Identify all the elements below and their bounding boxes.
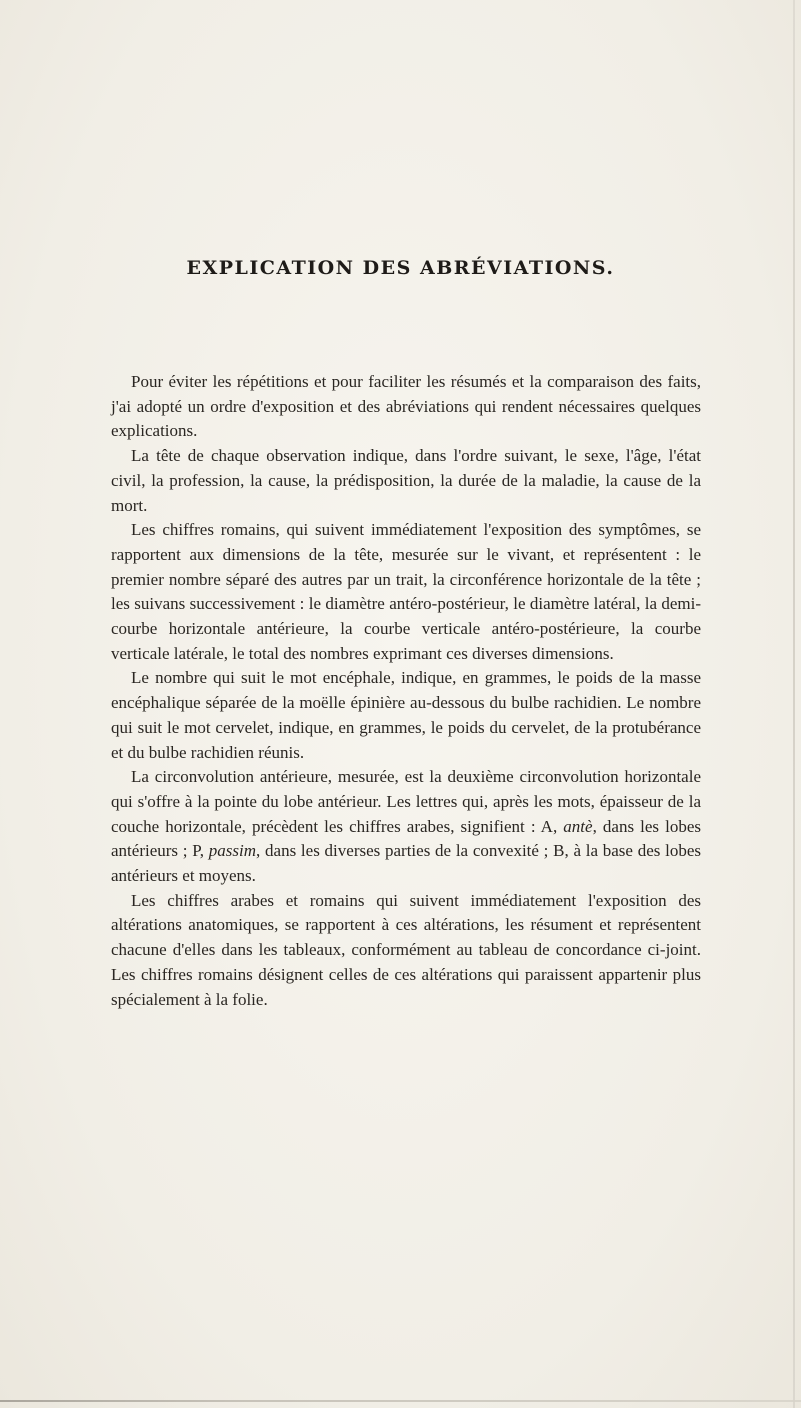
paragraph-circonvolution-part2: , dans les lobes antérieurs ; P,	[111, 816, 701, 861]
page-title: EXPLICATION DES ABRÉVIATIONS.	[186, 257, 615, 279]
page-edge-right	[793, 0, 795, 1408]
abbrev-ante: antè	[563, 816, 593, 836]
paragraph-roman-numerals: Les chiffres romains, qui suivent immédiatement l'exposition des symptômes, se rapportent aux dimensions de la tête, mesurée sur le vivant, et représentent : le premier nombre séparé des autres par un trait, la circonférence horizontale de la tête ; les suivans successivement : le diamètre antéro-postérieur, le diamètre latéral, la demi-courbe horizontale antérieure, la courbe verticale antéro-postérieure, la courbe verticale latérale, le total des nombres exprimant ces diverses dimensions.	[111, 520, 701, 663]
paragraph-intro: Pour éviter les répétitions et pour faciliter les résumés et la comparaison des faits, j'ai adopté un ordre d'exposition et des abréviations qui rendent nécessaires quelques explications.	[111, 372, 701, 441]
paragraph-circonvolution-part1: La circonvolution antérieure, mesurée, est la deuxième circonvolution horizontale qui s'offre à la pointe du lobe antérieur. Les lettres qui, après les mots, épaisseur de la couche horizontale, précèdent les chiffres arabes, signifient : A,	[111, 767, 701, 836]
abbrev-passim: passim	[208, 841, 257, 861]
body-text	[111, 370, 701, 1012]
paragraph-chiffres-arabes: Les chiffres arabes et romains qui suivent immédiatement l'exposition des altérations anatomiques, se rapportent à ces altérations, les résument et représentent chacune d'elles dans les tableaux, conformément au tableau de concordance ci-joint. Les chiffres romains désignent celles de ces altérations qui paraissent appartenir plus spécialement à la folie.	[111, 890, 701, 1009]
paragraph-encephale: Le nombre qui suit le mot encéphale, indique, en grammes, le poids de la masse encéphalique séparée de la moëlle épinière au-dessous du bulbe rachidien. Le nombre qui suit le mot cervelet, indique, en grammes, le poids du cervelet, de la protubérance et du bulbe rachidien réunis.	[111, 668, 701, 762]
paragraph-circonvolution	[111, 765, 701, 889]
page-edge-bottom	[0, 1400, 801, 1402]
paragraph-circonvolution-part3: , dans les diverses parties de la convexité ; B, à la base des lobes antérieurs et moyens.	[111, 841, 701, 886]
paragraph-head-order: La tête de chaque observation indique, dans l'ordre suivant, le sexe, l'âge, l'état civil, la profession, la cause, la prédisposition, la durée de la maladie, la cause de la mort.	[111, 446, 701, 515]
